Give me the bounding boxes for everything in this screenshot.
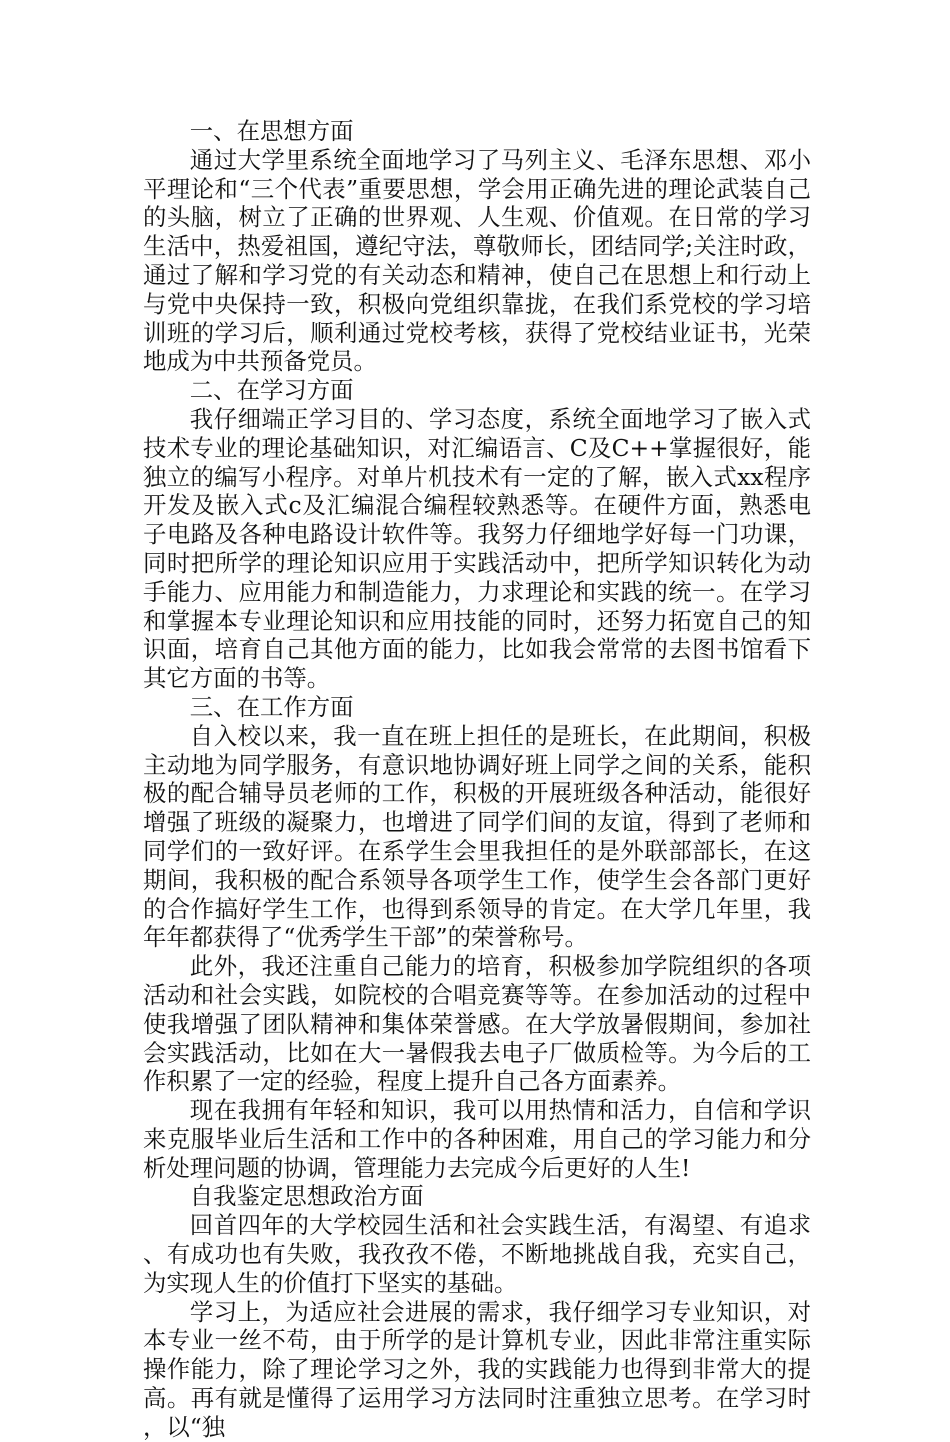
paragraph-study-detail: 学习上，为适应社会进展的需求，我仔细学习专业知识，对本专业一丝不苟，由于所学的是计算机专业，因此非常注重实际操作能力，除了理论学习之外，我的实践能力也得到非常大的提高。再有就是懂得了运用学习方法同时注重独立思考。在学习时，以“独 — [143, 1297, 811, 1441]
section-heading-ideology: 一、在思想方面 — [189, 117, 354, 145]
paragraph-activities: 此外，我还注重自己能力的培育，积极参加学院组织的各项活动和社会实践，如院校的合唱竞赛等等。在参加活动的过程中使我增强了团队精神和集体荣誉感。在大学放暑假期间，参加社会实践活动，比如在大一暑假我去电子厂做质检等。为今后的工作积累了一定的经验，程度上提升自己各方面素养。 — [143, 952, 811, 1096]
paragraph-work: 自入校以来，我一直在班上担任的是班长，在此期间，积极主动地为同学服务，有意识地协调好班上同学之间的关系，能积极的配合辅导员老师的工作，积极的开展班级各种活动，能很好增强了班级的凝聚力，也增进了同学们间的友谊，得到了老师和同学们的一致好评。在系学生会里我担任的是外联部部长，在这期间，我积极的配合系领导各项学生工作，使学生会各部门更好的合作搞好学生工作，也得到系领导的肯定。在大学几年里，我年年都获得了“优秀学生干部”的荣誉称号。 — [143, 721, 811, 952]
paragraph-review: 回首四年的大学校园生活和社会实践生活，有渴望、有追求、有成功也有失败，我孜孜不倦，不断地挑战自我，充实自己，为实现人生的价值打下坚实的基础。 — [143, 1211, 811, 1297]
document-body — [143, 117, 811, 1442]
section-heading-study: 二、在学习方面 — [189, 376, 354, 405]
section-heading-self-assessment: 自我鉴定思想政治方面 — [189, 1182, 424, 1211]
paragraph-ideology: 通过大学里系统全面地学习了马列主义、毛泽东思想、邓小平理论和“三个代表”重要思想，学会用正确先进的理论武装自己的头脑，树立了正确的世界观、人生观、价值观。在日常的学习生活中，热爱祖国，遵纪守法，尊敬师长，团结同学;关注时政，通过了解和学习党的有关动态和精神，使自己在思想上和行动上与党中央保持一致，积极向党组织靠拢，在我们系党校的学习培训班的学习后，顺利通过党校考核，获得了党校结业证书，光荣地成为中共预备党员。 — [143, 145, 811, 376]
paragraph-outlook: 现在我拥有年轻和知识，我可以用热情和活力，自信和学识来克服毕业后生活和工作中的各种困难，用自己的学习能力和分析处理问题的协调，管理能力去完成今后更好的人生! — [143, 1096, 811, 1182]
section-heading-work: 三、在工作方面 — [189, 692, 354, 721]
paragraph-study: 我仔细端正学习目的、学习态度，系统全面地学习了嵌入式技术专业的理论基础知识，对汇编语言、C及C++掌握很好，能独立的编写小程序。对单片机技术有一定的了解，嵌入式xx程序开发及嵌入式c及汇编混合编程较熟悉等。在硬件方面，熟悉电子电路及各种电路设计软件等。我努力仔细地学好每一门功课，同时把所学的理论知识应用于实践活动中，把所学知识转化为动手能力、应用能力和制造能力，力求理论和实践的统一。在学习和掌握本专业理论知识和应用技能的同时，还努力拓宽自己的知识面，培育自己其他方面的能力，比如我会常常的去图书馆看下其它方面的书等。 — [143, 404, 811, 693]
